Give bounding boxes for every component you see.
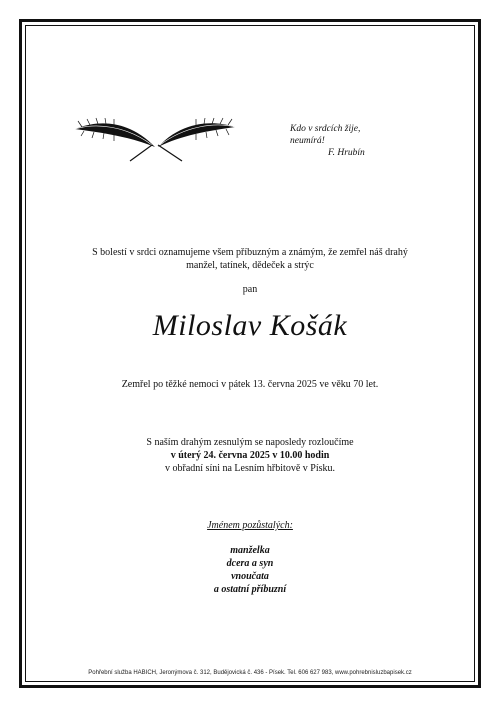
mourner-item: a ostatní příbuzní [213, 584, 287, 595]
death-notice: Zemřel po těžké nemoci v pátek 13. června 2025 ve věku 70 let. [121, 379, 379, 390]
funeral-service-footer: Pohřební služba HABICH, Jeronýmova č. 312, Budějovická č. 436 - Písek. Tel. 606 627 983, www.pohrebnisluzbapisek.cz [88, 670, 412, 676]
ceremony-date-time: v úterý 24. června 2025 v 10.00 hodin [170, 450, 330, 461]
mourner-item: dcera a syn [226, 558, 274, 569]
motto-line-2: neumírá! [290, 136, 325, 146]
title-prefix: pan [242, 284, 258, 295]
intro-line-2: manžel, tatínek, dědeček a strýc [186, 260, 314, 271]
deceased-name: Miloslav Košák [152, 309, 348, 342]
on-behalf-heading: Jménem pozůstalých: [207, 520, 293, 531]
motto-author: F. Hrubín [328, 148, 365, 158]
ceremony-info [40, 436, 460, 475]
mourner-item: vnoučata [231, 571, 269, 582]
ceremony-location: v obřadní síni na Lesním hřbitově v Písku. [165, 463, 335, 474]
intro-line-1: S bolestí v srdci oznamujeme všem příbuzným a známým, že zemřel náš drahý [92, 247, 408, 258]
crossed-feathers-icon [70, 117, 240, 167]
ceremony-line-1: S naším drahým zesnulým se naposledy rozloučíme [146, 437, 354, 448]
intro-text [40, 246, 460, 272]
mourners-list [40, 544, 460, 596]
mourner-item: manželka [230, 545, 270, 556]
motto-line-1: Kdo v srdcích žije, [290, 124, 361, 134]
motto-quote [290, 123, 365, 159]
